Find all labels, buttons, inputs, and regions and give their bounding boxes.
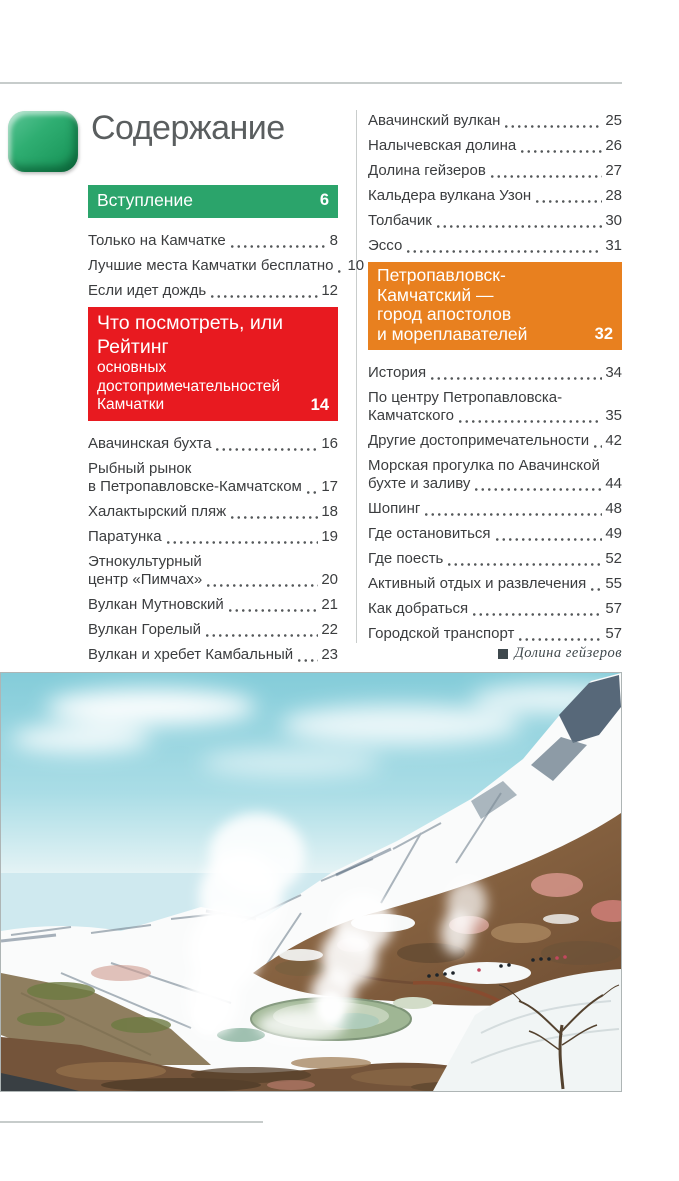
toc-item-row <box>368 575 622 593</box>
toc-item-page: 44 <box>605 475 622 492</box>
toc-item-page: 34 <box>605 364 622 381</box>
toc-item-page: 57 <box>605 600 622 617</box>
toc-item <box>368 625 622 643</box>
toc-item <box>368 237 622 255</box>
toc-item <box>368 364 622 382</box>
dot-leader <box>435 214 603 228</box>
toc-section-line <box>377 325 613 345</box>
dot-leader <box>517 627 602 641</box>
toc-item-row <box>368 600 622 618</box>
toc-item-label: Кальдера вулкана Узон <box>368 187 532 204</box>
toc-section-title: Камчатский — <box>377 284 494 305</box>
toc-item-row <box>368 525 622 543</box>
dot-leader <box>457 409 602 423</box>
dot-leader <box>229 505 318 519</box>
toc-section-title: Что посмотреть, или Рейтинг <box>97 312 284 358</box>
toc-item-label: в Петропавловске-Камчатском <box>88 477 302 495</box>
toc-item-row <box>368 237 622 255</box>
green-badge-icon <box>8 111 78 172</box>
toc-item <box>368 137 622 155</box>
toc-item <box>368 162 622 180</box>
toc-item <box>88 257 365 275</box>
toc-item-row <box>88 621 338 639</box>
toc-item-page: 57 <box>605 625 622 642</box>
toc-column-right <box>368 112 622 650</box>
toc-item-page: 16 <box>321 434 338 452</box>
toc-item <box>88 528 338 546</box>
toc-section-page: 14 <box>310 396 329 414</box>
toc-section-green <box>88 185 338 218</box>
dot-leader <box>429 366 602 380</box>
toc-item-page: 31 <box>605 237 622 254</box>
toc-section-line <box>97 311 329 359</box>
toc-item-label: Толбачик <box>368 212 432 229</box>
toc-item-row <box>88 596 338 614</box>
toc-section-page: 32 <box>594 324 613 343</box>
toc-item-label: По центру Петропавловска- <box>368 389 563 406</box>
toc-item-page: 19 <box>321 527 338 545</box>
toc-item-label: Авачинская бухта <box>88 434 212 452</box>
toc-item-label: Камчатского <box>368 407 454 424</box>
toc-item-row <box>368 212 622 230</box>
photo-illustration <box>1 673 621 1091</box>
dot-leader <box>305 480 318 494</box>
dot-leader <box>205 573 318 587</box>
toc-item <box>368 525 622 543</box>
toc-item-row <box>368 112 622 130</box>
toc-item-label: Где поесть <box>368 550 444 567</box>
toc-item-page: 20 <box>321 570 338 588</box>
valley-of-geysers-photo <box>0 672 622 1092</box>
dot-leader <box>165 530 319 544</box>
toc-item <box>368 187 622 205</box>
toc-item-row <box>368 137 622 155</box>
toc-item-label: Активный отдых и развлечения <box>368 575 587 592</box>
toc-item-page: 22 <box>321 620 338 638</box>
toc-item-page: 55 <box>605 575 622 592</box>
toc-item-page: 52 <box>605 550 622 567</box>
toc-item-page: 27 <box>605 162 622 179</box>
toc-item-row <box>368 475 622 493</box>
toc-item <box>88 621 338 639</box>
toc-item-row <box>368 162 622 180</box>
toc-section-title: Вступление <box>97 190 193 210</box>
toc-section-title: город апостолов <box>377 304 512 324</box>
toc-item-row <box>368 550 622 568</box>
toc-item-label: Долина гейзеров <box>368 162 486 179</box>
toc-item-label: Вулкан и хребет Камбальный <box>88 645 294 663</box>
toc-item-label: бухте и заливу <box>368 475 471 492</box>
toc-item-page: 26 <box>605 137 622 154</box>
toc-item-page: 42 <box>605 432 622 449</box>
toc-item-page: 49 <box>605 525 622 542</box>
toc-item-row <box>368 187 622 205</box>
toc-section-red <box>88 307 338 421</box>
dot-leader <box>589 577 602 591</box>
toc-item-page: 23 <box>321 645 338 663</box>
toc-item <box>88 460 338 496</box>
toc-section-line <box>377 305 613 325</box>
toc-section-orange <box>368 262 622 350</box>
dot-leader <box>209 284 318 298</box>
toc-item-page: 35 <box>605 407 622 424</box>
caption-text: Долина гейзеров <box>514 645 622 661</box>
toc-item-page: 48 <box>605 500 622 517</box>
dot-leader <box>503 114 602 128</box>
toc-section-line <box>97 189 329 212</box>
toc-item-row <box>368 625 622 643</box>
toc-item-row <box>368 500 622 518</box>
toc-item <box>88 553 338 589</box>
toc-item-page: 18 <box>321 502 338 520</box>
toc-section-line <box>97 396 329 415</box>
toc-item <box>368 212 622 230</box>
toc-item-label: Вулкан Горелый <box>88 620 202 638</box>
dot-leader <box>489 164 602 178</box>
toc-item-row <box>88 257 365 275</box>
toc-item-label: Как добраться <box>368 600 469 617</box>
toc-item <box>368 432 622 450</box>
toc-item-row <box>88 571 338 589</box>
toc-item <box>368 575 622 593</box>
toc-item-row <box>88 282 338 300</box>
dot-leader <box>214 437 318 451</box>
toc-item <box>88 596 338 614</box>
toc-item-label: Паратунка <box>88 527 162 545</box>
toc-item-row <box>88 528 338 546</box>
bottom-rule <box>0 1121 263 1123</box>
toc-item-label: центр «Пимчах» <box>88 570 203 588</box>
dot-leader <box>519 139 602 153</box>
dot-leader <box>592 434 602 448</box>
toc-section-line <box>377 266 613 286</box>
toc-item-row <box>88 232 338 250</box>
toc-item-label: Этнокультурный <box>88 552 202 570</box>
toc-section-title: Камчатки <box>97 396 165 413</box>
toc-item <box>88 503 338 521</box>
toc-item <box>88 282 338 300</box>
column-divider <box>356 110 357 643</box>
toc-item-page: 30 <box>605 212 622 229</box>
toc-item-page: 25 <box>605 112 622 129</box>
dot-leader <box>473 477 602 491</box>
dot-leader <box>494 527 603 541</box>
toc-item-label: Авачинский вулкан <box>368 112 501 129</box>
dot-leader <box>534 189 602 203</box>
toc-section-title: Петропавловск- <box>377 265 506 285</box>
dot-leader <box>229 234 327 248</box>
toc-section-page: 6 <box>319 191 329 209</box>
toc-item-label: Городской транспорт <box>368 625 515 642</box>
toc-item-row <box>88 478 338 496</box>
dot-leader <box>423 502 602 516</box>
toc-item-page: 21 <box>321 595 338 613</box>
toc-item-label: Налычевская долина <box>368 137 517 154</box>
toc-item <box>88 435 338 453</box>
toc-item-label: Рыбный рынок <box>88 459 192 477</box>
toc-item-label: Где остановиться <box>368 525 491 542</box>
toc-item <box>368 457 622 493</box>
toc-item-page: 17 <box>321 477 338 495</box>
toc-item-label: Лучшие места Камчатки бесплатно <box>88 257 334 274</box>
toc-item-row <box>368 364 622 382</box>
page-title: Содержание <box>91 109 285 147</box>
toc-item-row <box>368 407 622 425</box>
toc-item <box>368 389 622 425</box>
toc-item <box>368 550 622 568</box>
toc-item-page: 8 <box>329 232 338 249</box>
caption-square-icon <box>498 649 508 659</box>
toc-item-row <box>88 503 338 521</box>
dot-leader <box>227 598 319 612</box>
toc-section-title: и мореплавателей <box>377 323 528 344</box>
dot-leader <box>405 239 602 253</box>
toc-item-label: Эссо <box>368 237 403 254</box>
dot-leader <box>446 552 602 566</box>
dot-leader <box>204 623 318 637</box>
toc-item <box>368 500 622 518</box>
toc-item-row <box>368 432 622 450</box>
toc-item-label: Халактырский пляж <box>88 502 227 520</box>
top-rule <box>0 82 622 84</box>
toc-section-title: основных достопримечательностей <box>97 359 281 395</box>
toc-item-label: Если идет дождь <box>88 282 207 299</box>
toc-item-page: 12 <box>321 282 338 299</box>
toc-item <box>368 112 622 130</box>
toc-column-left <box>88 181 365 696</box>
toc-item-label: История <box>368 364 427 381</box>
dot-leader <box>336 259 344 273</box>
photo-caption <box>0 645 622 662</box>
toc-item-label: Шопинг <box>368 500 421 517</box>
toc-item-label: Другие достопримечательности <box>368 432 590 449</box>
toc-item-label: Морская прогулка по Авачинской <box>368 457 600 474</box>
toc-item <box>368 600 622 618</box>
toc-item-label: Только на Камчатке <box>88 232 226 249</box>
toc-item-page: 28 <box>605 187 622 204</box>
toc-item-label: Вулкан Мутновский <box>88 595 224 613</box>
toc-section-line <box>377 286 613 306</box>
toc-item <box>88 232 338 250</box>
dot-leader <box>471 602 602 616</box>
toc-item-page: 10 <box>347 257 365 274</box>
toc-item-row <box>88 435 338 453</box>
toc-section-line <box>97 359 329 396</box>
